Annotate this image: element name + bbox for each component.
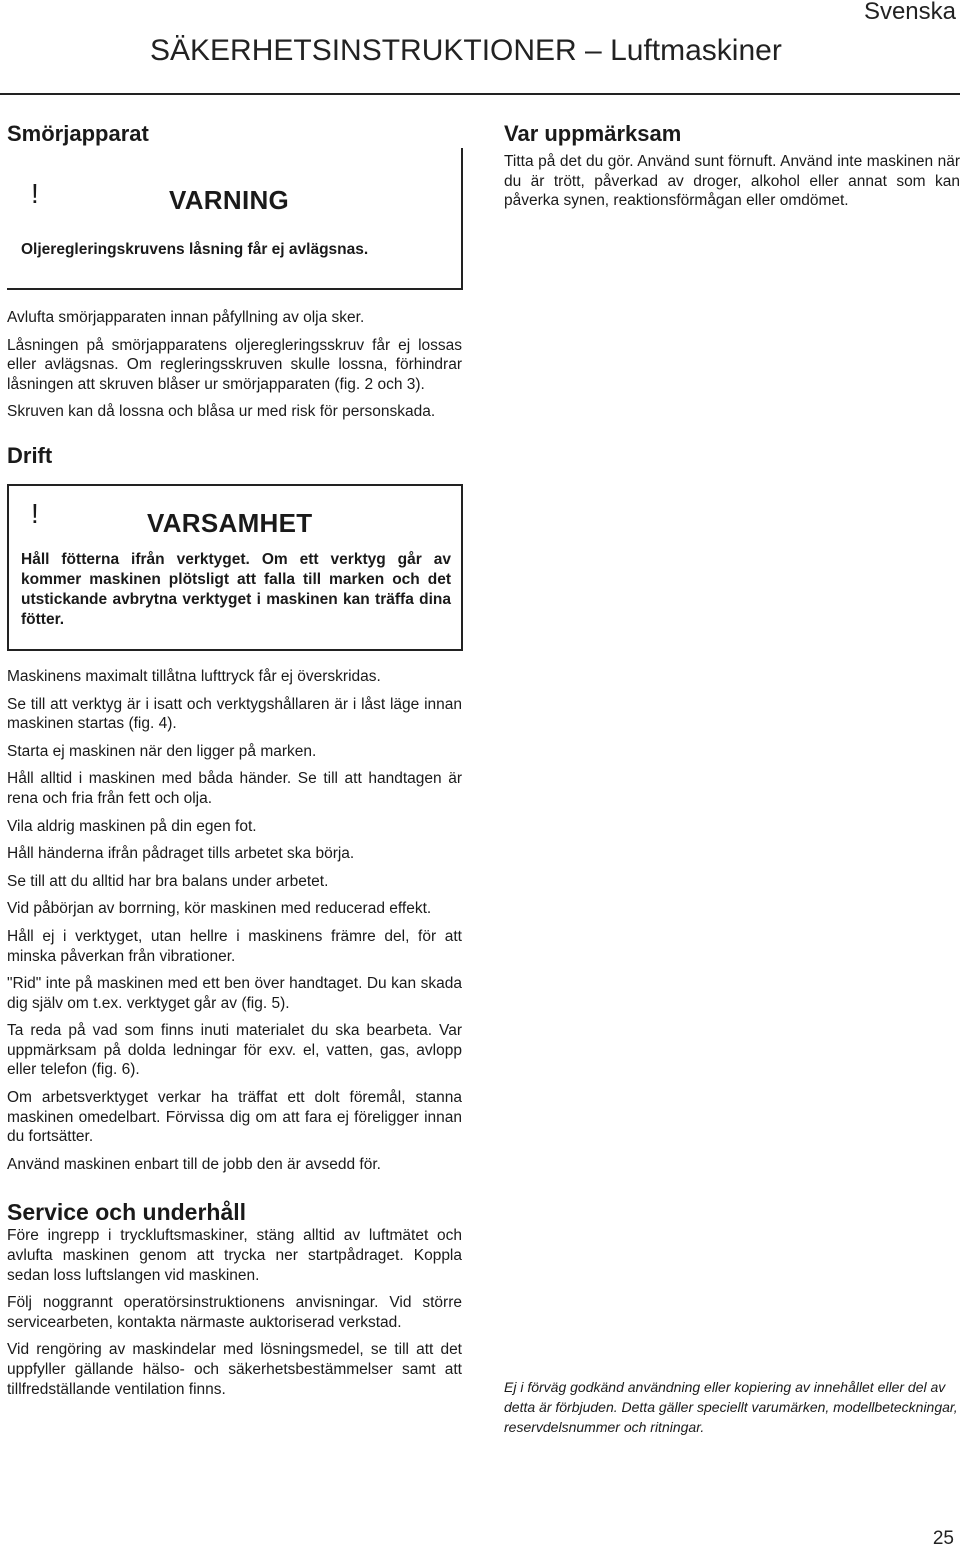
document-title: SÄKERHETSINSTRUKTIONER – Luftmaskiner — [150, 34, 782, 67]
operation-paragraph: Se till att du alltid har bra balans under arbetet. — [7, 872, 329, 890]
operation-paragraph: Vila aldrig maskinen på din egen fot. — [7, 817, 257, 835]
lubricator-paragraph: Avlufta smörjapparaten innan påfyllning av olja sker. — [7, 309, 365, 326]
left-column — [7, 108, 462, 1407]
operation-paragraph: Om arbetsverktyget verkar ha träffat ett dolt föremål, stanna maskinen omedelbart. Förvissa dig om att fara ej föreligger innan du fortsätter. — [7, 1089, 462, 1146]
page-number: 25 — [932, 1528, 954, 1549]
operation-heading: Drift — [7, 442, 53, 468]
caution-title: VARSAMHET — [147, 507, 313, 538]
operation-paragraph: Vid påbörjan av borrning, kör maskinen med reducerad effekt. — [7, 900, 432, 918]
operation-paragraph: Använd maskinen enbart till de jobb den är avsedd för. — [7, 1155, 381, 1173]
copyright-notice: Ej i förväg godkänd användning eller kopiering av innehållet eller del av detta är förbjuden. Detta gäller speciellt varumärken, modellbeteckningar, reservdelsnummer och ritningar. — [504, 1379, 958, 1435]
operation-paragraph: Ta reda på vad som finns inuti materialet du ska bearbeta. Var uppmärksam på dolda ledningar för exv. el, vatten, gas, avlopp eller telefon (fig. 6). — [7, 1022, 462, 1079]
operation-paragraph: "Rid" inte på maskinen med ett ben över handtaget. Du kan skada dig själv om t.ex. verktyget går av (fig. 5). — [7, 975, 462, 1012]
warning-text: Oljeregleringskruvens låsning får ej avlägsnas. — [21, 241, 369, 258]
operation-paragraph: Se till att verktyg är i isatt och verktygshållaren är i låst läge innan maskinen startas (fig. 4). — [7, 695, 462, 733]
service-paragraph: Före ingrepp i tryckluftsmaskiner, stäng alltid av luftmätet och avlufta maskinen genom att trycka ner startpådraget. Koppla sedan loss luftslangen vid maskinen. — [7, 1227, 462, 1284]
service-paragraph: Vid rengöring av maskindelar med lösningsmedel, se till att det uppfyller gällande hälso- och säkerhetsbestämmelser samt att tillfredställande ventilation finns. — [7, 1341, 462, 1398]
right-column — [504, 108, 960, 219]
lubricator-paragraph: Låsningen på smörjapparatens oljeregleringsskruv får ej lossas eller avlägsnas. Om regleringsskruven skulle lossna, förhindrar låsningen att skruven blåser ur smörjapparaten (fig. 2 och 3). — [7, 336, 462, 393]
lubricator-paragraph: Skruven kan då lossna och blåsa ur med risk för personskada. — [7, 403, 436, 421]
language-label: Svenska — [863, 0, 956, 25]
operation-paragraph: Håll händerna ifrån pådraget tills arbetet ska börja. — [7, 845, 355, 863]
warning-title: VARNING — [169, 185, 290, 215]
operation-paragraph: Maskinens maximalt tillåtna lufttryck får ej överskridas. — [7, 667, 381, 685]
operation-paragraph: Håll ej i verktyget, utan hellre i maskinens främre del, för att minska påverkan från vibrationer. — [7, 927, 462, 965]
service-paragraph: Följ noggrannt operatörsinstruktionens anvisningar. Vid större servicearbeten, kontakta närmaste auktoriserad verkstad. — [7, 1294, 462, 1331]
warning-exclamation-icon: ! — [31, 178, 39, 209]
attention-text: Titta på det du gör. Använd sunt förnuft. Använd inte maskinen när du är trött, påverkad av droger, alkohol eller annat som kan påverka synen, reaktionsförmågan eller omdömet. — [504, 153, 960, 210]
caution-text: Håll fötterna ifrån verktyget. Om ett verktyg går av kommer maskinen plötsligt att falla till marken och det utstickande avbrytna verktyget i maskinen kan träffa dina fötter. — [21, 550, 451, 628]
service-heading: Service och underhåll — [7, 1199, 247, 1226]
header-rule — [0, 93, 960, 95]
lubricator-heading: Smörjapparat — [7, 121, 149, 146]
warning-box — [7, 148, 463, 290]
operation-paragraph: Starta ej maskinen när den ligger på marken. — [7, 742, 317, 760]
caution-exclamation-icon: ! — [31, 497, 39, 529]
caution-box — [7, 484, 463, 651]
attention-heading: Var uppmärksam — [504, 121, 682, 146]
operation-paragraph: Håll alltid i maskinen med båda händer. Se till att handtagen är rena och fria från fett och olja. — [7, 770, 462, 807]
